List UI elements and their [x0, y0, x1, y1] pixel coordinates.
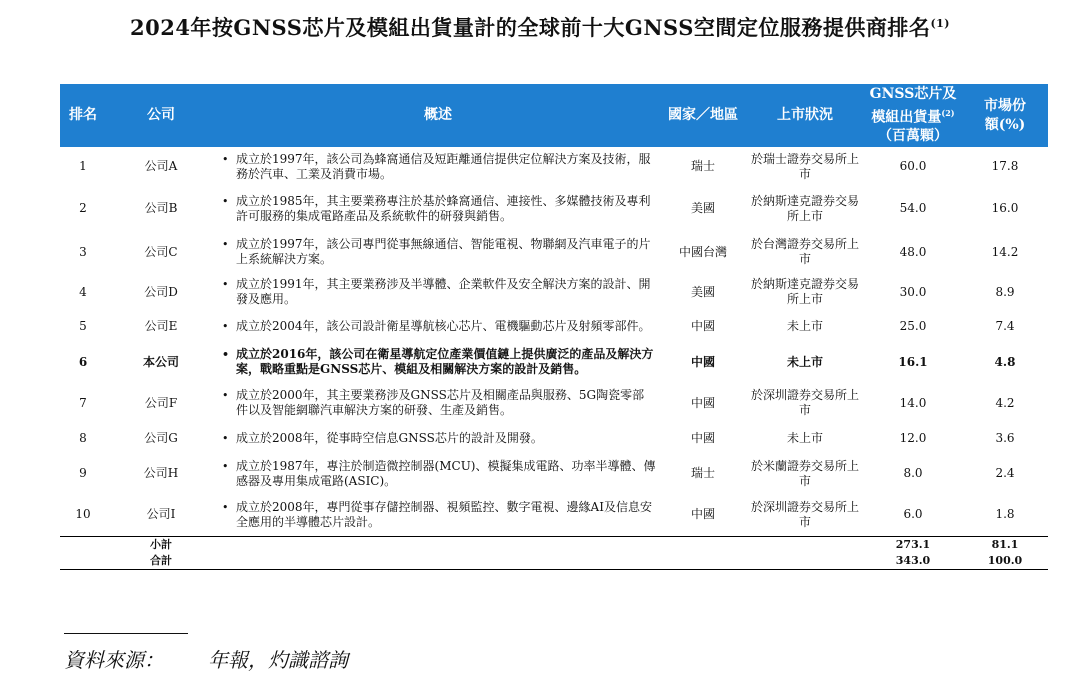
overview-text: 成立於1991年，其主要業務涉及半導體、企業軟件及安全解決方案的設計、開發及應用。 — [236, 277, 651, 306]
company-cell: 公司E — [144, 318, 178, 333]
country-cell: 美國 — [690, 201, 715, 215]
share-cell: 1.8 — [962, 494, 1048, 536]
overview-text: 成立於2008年，從事時空信息GNSS芯片的設計及開發。 — [236, 430, 543, 445]
shipment-cell: 16.1 — [898, 354, 928, 369]
table-row — [60, 147, 1048, 186]
table-row — [60, 273, 1048, 311]
overview-text: 成立於2016年，該公司在衛星導航定位產業價值鏈上提供廣泛的產品及解決方案，戰略重點是GNSS芯片、模組及相關解決方案的設計及銷售。 — [236, 347, 654, 376]
header-share: 市場份 額(%) — [984, 97, 1026, 133]
country-cell: 美國 — [690, 284, 715, 299]
shipment-cell: 48.0 — [899, 244, 927, 259]
total-row — [60, 553, 1048, 570]
source-note — [64, 644, 348, 673]
company-cell: 本公司 — [142, 354, 179, 369]
overview-cell — [216, 273, 660, 311]
rank-cell: 2 — [79, 201, 87, 215]
overview-text: 成立於1997年，該公司專門從事無線通信、智能電視、物聯網及汽車電子的片上系統解決方案。 — [236, 237, 651, 266]
subtotal-label: 小計 — [150, 537, 172, 551]
shipment-cell: 30.0 — [899, 284, 927, 299]
listing-cell: 未上市 — [786, 318, 823, 333]
table-row — [60, 453, 1048, 494]
share-cell: 17.8 — [991, 159, 1019, 173]
share-cell: 4.8 — [994, 354, 1016, 369]
share-cell: 8.9 — [995, 284, 1015, 299]
rank-cell: 6 — [78, 354, 88, 369]
table-row — [60, 423, 1048, 453]
listing-cell: 於瑞士證券交易所上市 — [750, 151, 859, 181]
overview-cell — [216, 494, 660, 536]
rank-cell: 4 — [79, 284, 87, 299]
header-rank: 排名 — [69, 107, 97, 123]
subtotal-row — [60, 536, 1048, 553]
company-cell: 公司A — [144, 159, 178, 173]
total-label: 合計 — [106, 553, 216, 570]
rank-cell: 10 — [60, 494, 106, 536]
overview-text: 成立於1985年，其主要業務專注於基於蜂窩通信、連接性、多媒體技術及專利許可服務的集成電路產品及系統軟件的研發與銷售。 — [236, 193, 651, 223]
shipment-cell: 6.0 — [864, 494, 962, 536]
shipment-footnote-marker: (2) — [941, 107, 955, 118]
rank-cell: 5 — [79, 318, 87, 333]
table-row — [60, 383, 1048, 423]
source-value: 年報，灼識諮詢 — [208, 648, 348, 672]
header-overview: 概述 — [424, 107, 452, 123]
listing-cell: 於納斯達克證券交易所上市 — [750, 277, 859, 306]
table-row — [60, 186, 1048, 231]
bullet-icon: • — [222, 152, 229, 166]
rank-cell: 1 — [79, 159, 87, 173]
overview-text: 成立於2004年，該公司設計衛星導航核心芯片、電機驅動芯片及射頻零部件。 — [236, 318, 651, 333]
overview-text: 成立於2000年，其主要業務涉及GNSS芯片及相關產品與服務、5G陶瓷零部件以及智能網聯汽車解決方案的研發、生產及銷售。 — [236, 388, 645, 417]
bullet-icon: • — [222, 389, 229, 402]
shipment-cell: 25.0 — [899, 318, 927, 333]
bullet-icon: • — [222, 238, 229, 251]
country-cell: 中國 — [660, 494, 746, 536]
share-cell: 7.4 — [995, 318, 1015, 333]
country-cell: 中國 — [690, 395, 715, 410]
shipment-cell: 14.0 — [899, 395, 927, 410]
country-cell: 中國 — [690, 430, 715, 445]
country-cell: 瑞士 — [690, 466, 715, 480]
rank-cell: 9 — [79, 466, 87, 480]
listing-cell: 於納斯達克證券交易所上市 — [750, 193, 859, 223]
table-row — [60, 311, 1048, 341]
overview-cell — [216, 341, 660, 383]
total-shipment: 343.0 — [864, 553, 962, 570]
company-cell: 公司F — [144, 395, 178, 410]
header-shipment: GNSS芯片及 模組出貨量$^{(2)}$ （百萬顆） — [869, 85, 957, 145]
header-country: 國家／地區 — [668, 107, 738, 123]
listing-cell: 未上市 — [786, 354, 823, 369]
shipment-cell: 8.0 — [903, 466, 923, 480]
overview-text: 成立於1997年，該公司為蜂窩通信及短距離通信提供定位解決方案及技術，服務於汽車、工業及消費市場。 — [236, 151, 651, 181]
table-header-row — [60, 84, 1048, 147]
subtotal-shipment: 273.1 — [895, 537, 931, 551]
share-cell: 2.4 — [995, 466, 1015, 480]
overview-cell — [216, 311, 660, 341]
title-footnote-marker: (1) — [930, 17, 951, 30]
share-cell: 16.0 — [991, 201, 1019, 215]
bullet-icon: • — [222, 319, 229, 333]
overview-text: 成立於2008年，專門從事存儲控制器、視頻監控、數字電視、邊緣AI及信息安全應用的半導體芯片設計。 — [236, 499, 652, 529]
bullet-icon: • — [222, 431, 229, 445]
table-row — [60, 494, 1048, 536]
listing-cell: 於深圳證券交易所上市 — [746, 494, 864, 536]
overview-text: 成立於1987年，專注於制造微控制器(MCU)、模擬集成電路、功率半導體、傳感器及專用集成電路(ASIC)。 — [236, 458, 656, 488]
company-cell: 公司G — [144, 430, 178, 445]
shipment-cell: 12.0 — [899, 430, 927, 445]
listing-cell: 於深圳證券交易所上市 — [750, 388, 859, 417]
bullet-icon: • — [222, 500, 229, 514]
company-cell: 公司H — [143, 466, 179, 480]
total-share: 100.0 — [962, 553, 1048, 570]
header-listing: 上市狀況 — [777, 107, 833, 123]
share-cell: 14.2 — [991, 244, 1019, 259]
country-cell: 中國 — [690, 354, 715, 369]
subtotal-share: 81.1 — [991, 537, 1019, 551]
overview-cell — [216, 423, 660, 453]
table-row — [60, 341, 1048, 383]
overview-cell — [216, 383, 660, 423]
listing-cell: 未上市 — [786, 430, 823, 445]
source-label: 資料來源： — [64, 648, 164, 672]
bullet-icon: • — [222, 459, 229, 473]
country-cell: 中國 — [690, 318, 715, 333]
country-cell: 瑞士 — [690, 159, 715, 173]
country-cell: 中國台灣 — [678, 244, 727, 259]
ranking-table — [60, 84, 1048, 570]
bullet-icon: • — [222, 348, 230, 361]
company-cell: 公司I — [106, 494, 216, 536]
bullet-icon: • — [222, 194, 229, 208]
shipment-cell: 60.0 — [899, 159, 927, 173]
page-title: 2024年按GNSS芯片及模組出貨量計的全球前十大GNSS空間定位服務提供商排名$^{(1)}$ — [129, 15, 951, 40]
rank-cell: 8 — [79, 430, 87, 445]
share-cell: 3.6 — [995, 430, 1015, 445]
overview-cell — [216, 186, 660, 231]
company-cell: 公司D — [144, 284, 178, 299]
share-cell: 4.2 — [995, 395, 1015, 410]
bullet-icon: • — [222, 278, 229, 291]
shipment-cell: 54.0 — [899, 201, 927, 215]
source-divider — [64, 633, 188, 634]
listing-cell: 於米蘭證券交易所上市 — [750, 458, 859, 488]
listing-cell: 於台灣證券交易所上市 — [750, 237, 859, 266]
table-row — [60, 231, 1048, 273]
rank-cell: 3 — [79, 244, 87, 259]
rank-cell: 7 — [79, 395, 87, 410]
overview-cell — [216, 147, 660, 186]
overview-cell — [216, 231, 660, 273]
company-cell: 公司C — [144, 244, 178, 259]
company-cell: 公司B — [144, 201, 178, 215]
overview-cell — [216, 453, 660, 494]
header-company: 公司 — [147, 107, 175, 123]
